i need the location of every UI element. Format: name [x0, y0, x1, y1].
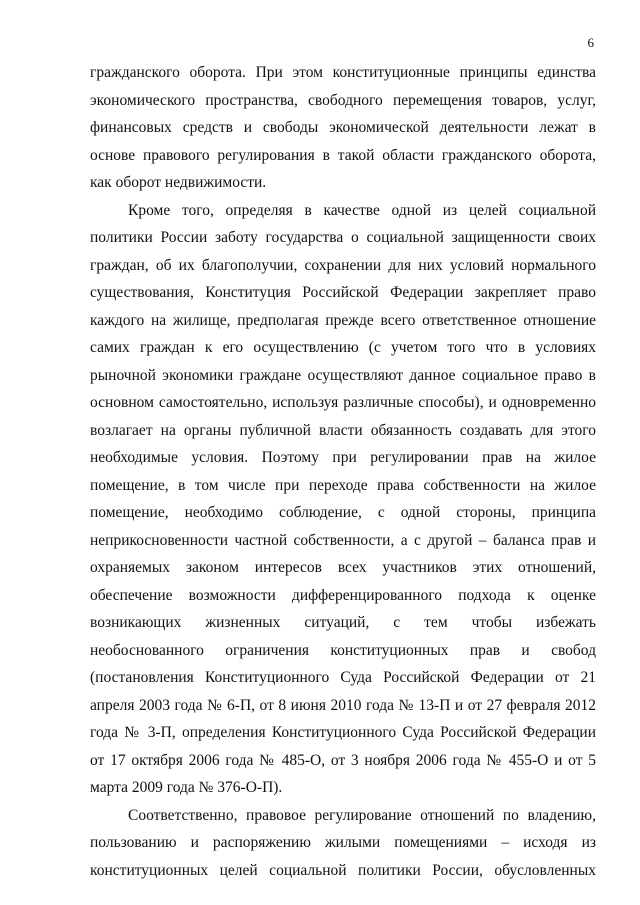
text-line: финансовых средств и свободы экономической деятельности лежат в — [90, 119, 596, 136]
text-line: политики России заботу государства о социальной защищенности своих — [90, 229, 596, 246]
text-line: Кроме того, определяя в качестве одной из целей социальной — [128, 201, 596, 219]
text-line: граждан, об их благополучии, сохранении для них условий нормального — [90, 256, 596, 274]
text-line: года № 3-П, определения Конституционного Суда Российской Федерации — [90, 724, 596, 741]
text-line: конституционных целей социальной политики России, обусловленных — [90, 861, 596, 879]
text-line: апреля 2003 года № 6-П, от 8 июня 2010 года № 13-П и от 27 февраля 2012 — [90, 696, 596, 714]
text-line: неприкосновенности частной собственности, а с другой – баланса прав и — [90, 531, 596, 549]
text-line: обеспечение возможности дифференцированного подхода к оценке — [90, 586, 596, 604]
text-line: гражданского оборота. При этом конституционные принципы единства — [90, 64, 596, 81]
text-line: рыночной экономики граждане осуществляют данное социальное право в — [90, 366, 596, 384]
text-line: основном самостоятельно, используя различные способы), и одновременно — [90, 394, 596, 411]
text-line: основе правового регулирования в такой области гражданского оборота, — [90, 146, 596, 164]
text-line: марта 2009 года № 376-О-П). — [90, 779, 283, 796]
text-line: Соответственно, правовое регулирование отношений по владению, — [128, 806, 596, 824]
text-line: каждого на жилище, предполагая прежде всего ответственное отношение — [90, 311, 596, 329]
text-line: (постановления Конституционного Суда Российской Федерации от 21 — [90, 669, 596, 686]
text-line: пользованию и распоряжению жилыми помещениями – исходя из — [90, 834, 596, 851]
text-line: как оборот недвижимости. — [90, 174, 267, 191]
text-line: от 17 октября 2006 года № 485-О, от 3 ноября 2006 года № 455-О и от 5 — [90, 751, 596, 769]
text-line: самих граждан к его осуществлению (с учетом того что в условиях — [90, 339, 596, 356]
text-line: помещение, необходимо соблюдение, с одной стороны, принципа — [90, 504, 596, 521]
text-line: существования, Конституция Российской Федерации закрепляет право — [90, 284, 596, 301]
text-line: возникающих жизненных ситуаций, с тем чтобы избежать — [90, 614, 596, 631]
text-line: охраняемых законом интересов всех участников этих отношений, — [90, 559, 596, 576]
text-line: экономического пространства, свободного перемещения товаров, услуг, — [90, 91, 596, 109]
text-line: необоснованного ограничения конституционных прав и свобод — [90, 641, 596, 659]
document-body — [90, 59, 596, 884]
text-line: помещение, в том числе при переходе права собственности на жилое — [90, 476, 596, 494]
page-number: 6 — [587, 35, 594, 50]
text-line: необходимые условия. Поэтому при регулировании прав на жилое — [90, 449, 596, 466]
text-line: возлагает на органы публичной власти обязанность создавать для этого — [90, 421, 596, 439]
